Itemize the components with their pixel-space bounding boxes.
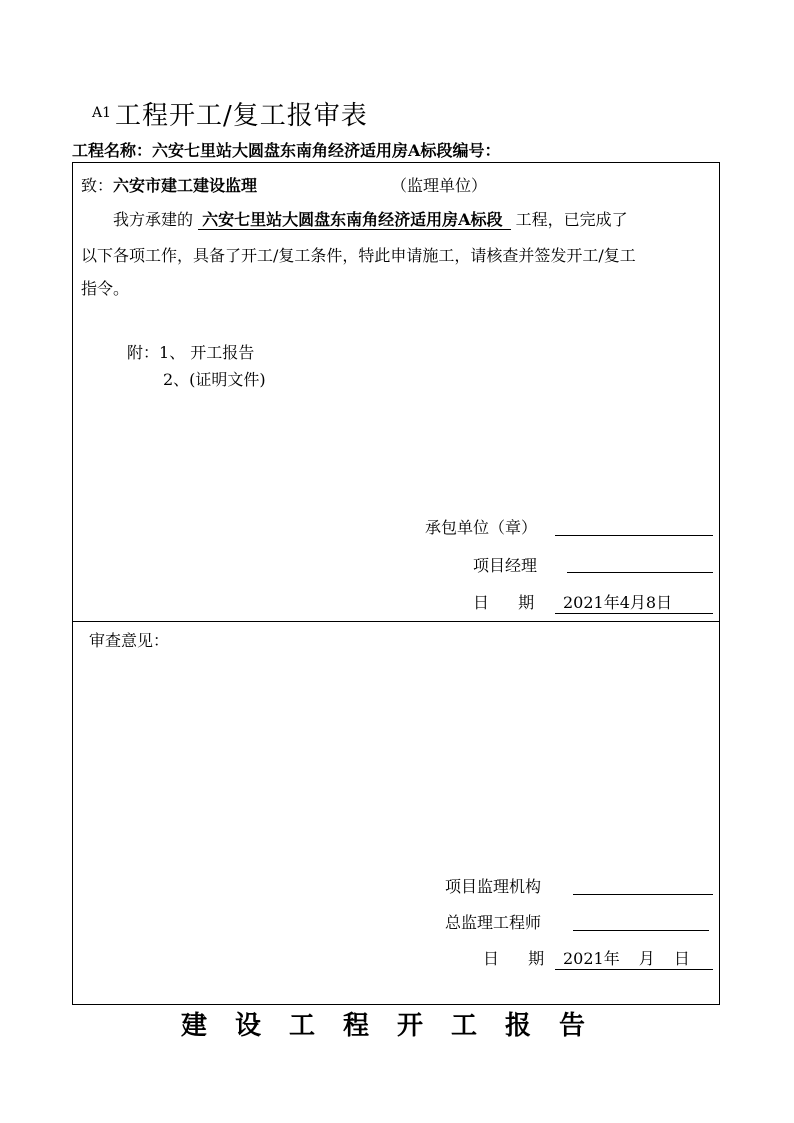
review-date-value: 2021年 月 日 [555,946,713,970]
supervisor-unit-label: （监理单位） [391,176,488,195]
supervision-org-label: 项目监理机构 [445,877,542,896]
attachment-line-1 [127,340,254,363]
project-name-line [72,138,500,161]
body-project-name: 六安七里站大圆盘东南角经济适用房A标段 [198,210,510,230]
review-section [72,622,720,1005]
attachments-label: 附： [127,343,160,362]
number-label: 编号： [452,141,501,160]
body-line-2: 以下各项工作，具备了开工/复工条件，特此申请施工，请核查并签发开工/复工 [81,246,636,265]
attachment-2: 2、(证明文件) [163,370,266,389]
opinion-label: 审查意见： [89,631,170,650]
manager-label: 项目经理 [473,556,538,575]
project-name: 六安七里站大圆盘东南角经济适用房A标段 [152,141,453,160]
body-line-3: 指令。 [81,279,130,298]
chief-engineer-label: 总监理工程师 [445,913,542,932]
addressee-line [81,173,257,196]
contractor-signature-line [555,535,713,536]
form-code: A1 [92,105,112,121]
contractor-label: 承包单位（章） [425,518,538,537]
application-section [72,162,720,622]
body-suffix: 工程，已完成了 [515,210,628,229]
application-date-value: 2021年4月8日 [555,590,713,614]
review-date-label: 日 期 [483,949,557,968]
application-date-label: 日 期 [473,593,547,612]
body-line-1 [113,207,628,230]
to-label: 致： [81,176,114,195]
attachment-1: 1、 开工报告 [159,343,255,362]
report-title: 建设工程开工报告 [180,1011,613,1041]
page-title: 工程开工/复工报审表 [115,101,368,131]
project-label: 工程名称： [72,141,153,160]
body-prefix: 我方承建的 [113,210,194,229]
chief-engineer-signature-line [573,930,709,931]
supervisor-name: 六安市建工建设监理 [113,176,258,195]
manager-signature-line [567,572,713,573]
supervision-org-signature-line [573,894,713,895]
